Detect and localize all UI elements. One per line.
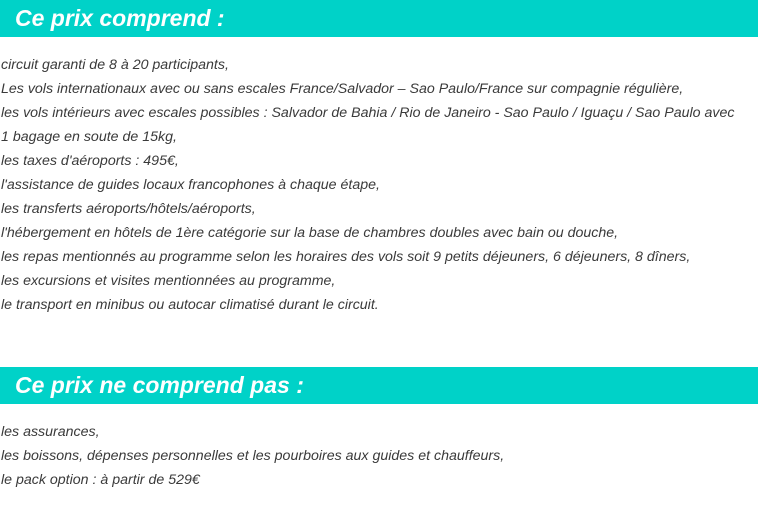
included-list xyxy=(0,53,758,317)
excluded-item: les boissons, dépenses personnelles et les pourboires aux guides et chauffeurs, xyxy=(1,448,505,464)
included-item: le transport en minibus ou autocar climatisé durant le circuit. xyxy=(1,297,379,313)
included-section-header: Ce prix comprend : xyxy=(0,0,758,37)
included-item: les excursions et visites mentionnées au programme, xyxy=(1,273,336,289)
included-item: Les vols internationaux avec ou sans escales France/Salvador – Sao Paulo/France sur compagnie régulière, xyxy=(1,81,684,97)
included-item: l'hébergement en hôtels de 1ère catégorie sur la base de chambres doubles avec bain ou douche, xyxy=(1,225,619,241)
included-item: les vols intérieurs avec escales possibles : Salvador de Bahia / Rio de Janeiro - Sao Paulo / Iguaçu / Sao Paulo avec 1 bagage en soute de 15kg, xyxy=(1,105,735,145)
excluded-item: les assurances, xyxy=(1,424,100,440)
excluded-section-header: Ce prix ne comprend pas : xyxy=(0,367,758,404)
excluded-item: le pack option : à partir de 529€ xyxy=(1,472,200,488)
included-item: l'assistance de guides locaux francophones à chaque étape, xyxy=(1,177,380,193)
excluded-list xyxy=(0,420,758,492)
included-item: circuit garanti de 8 à 20 participants, xyxy=(1,57,229,73)
included-item: les taxes d'aéroports : 495€, xyxy=(1,153,179,169)
included-item: les transferts aéroports/hôtels/aéroports, xyxy=(1,201,256,217)
included-item: les repas mentionnés au programme selon les horaires des vols soit 9 petits déjeuners, 6 déjeuners, 8 dîners, xyxy=(1,249,691,265)
